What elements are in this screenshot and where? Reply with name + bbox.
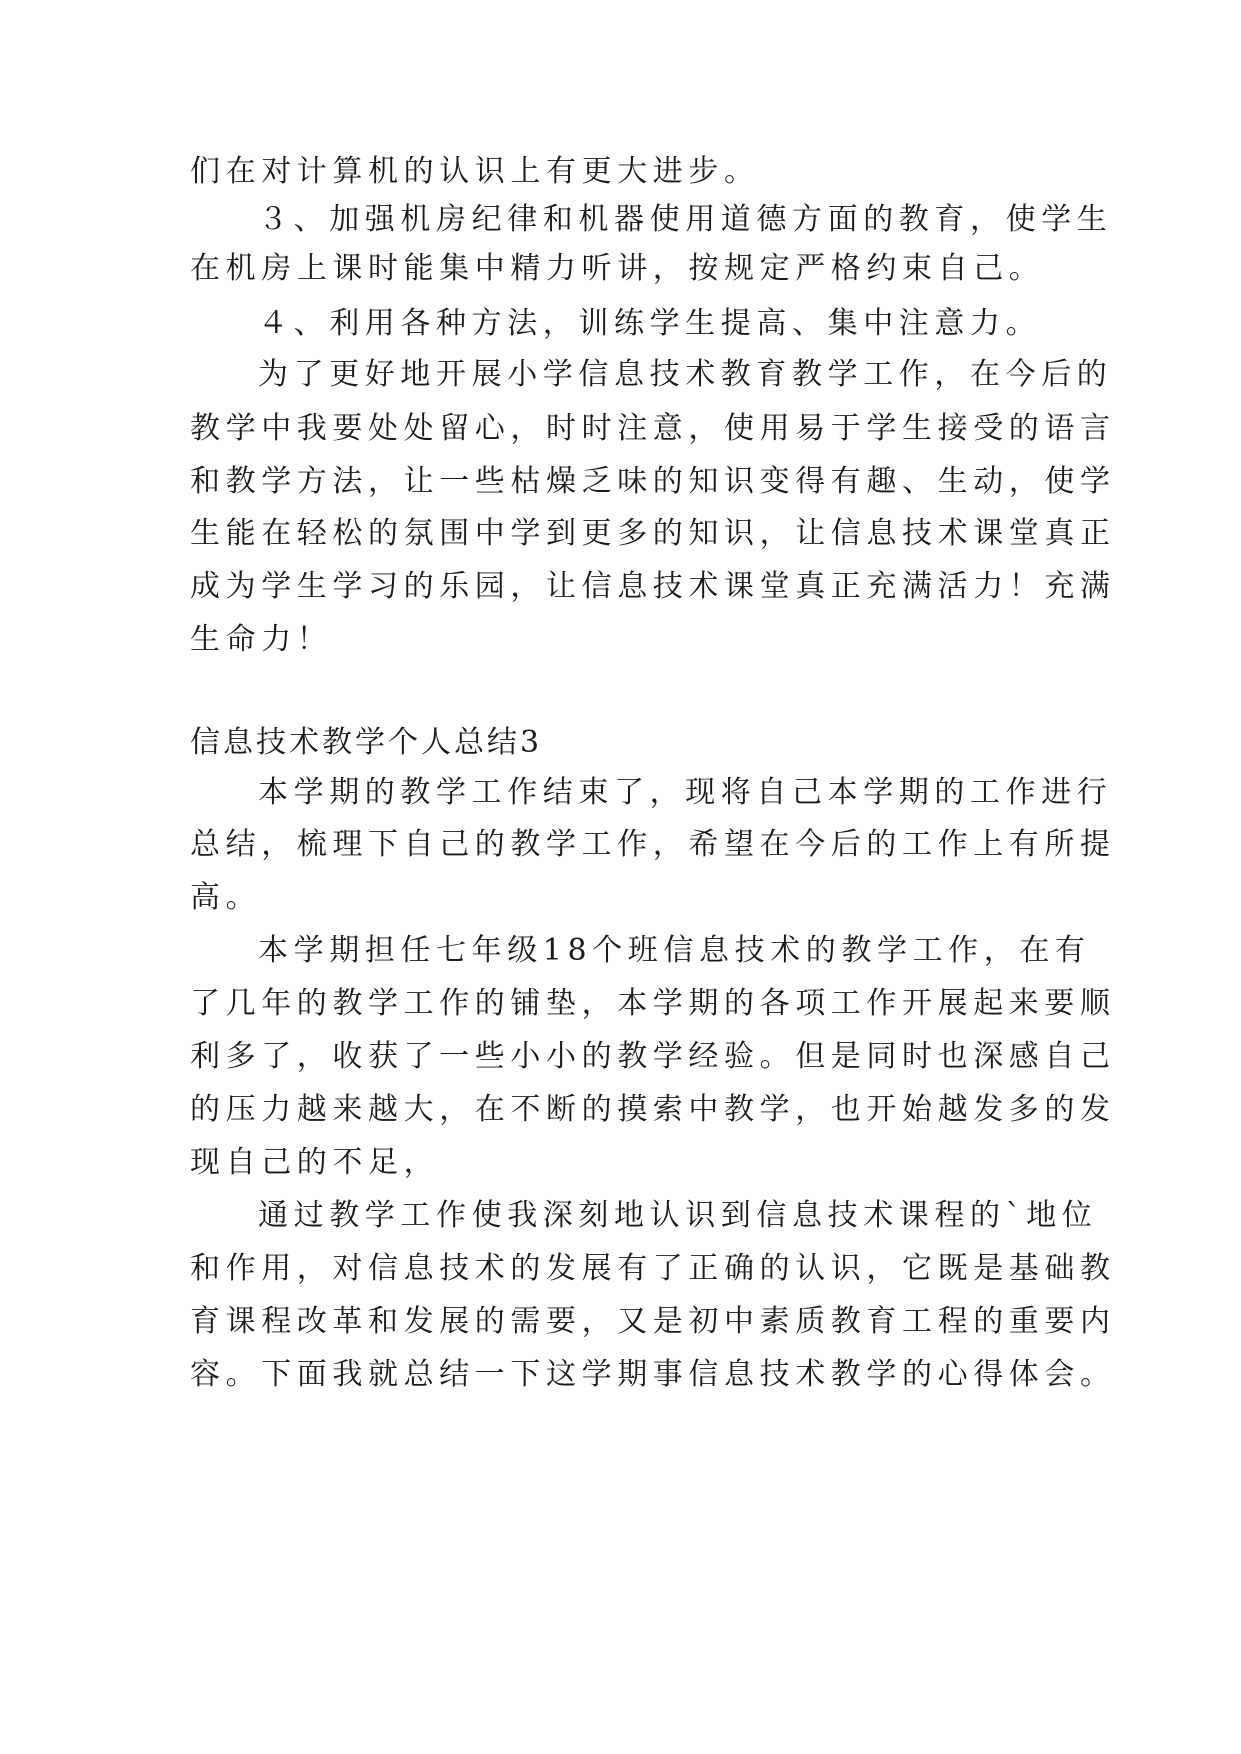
text-line: 们在对计算机的认识上有更大进步。 — [190, 154, 760, 189]
text-line: ３、加强机房纪律和机器使用道德方面的教育，使学生 — [258, 202, 1113, 237]
text-line: 本学期担任七年级18个班信息技术的教学工作，在有 — [258, 933, 1091, 968]
text-line: 利多了，收获了一些小小的教学经验。但是同时也深感自己 — [190, 1039, 1116, 1074]
section-heading: 信息技术教学个人总结3 — [190, 725, 543, 760]
text-line: 通过教学工作使我深刻地认识到信息技术课程的`地位 — [258, 1198, 1098, 1233]
text-line: 为了更好地开展小学信息技术教育教学工作，在今后的 — [258, 357, 1113, 392]
text-line: 在机房上课时能集中精力听讲，按规定严格约束自己。 — [190, 251, 1045, 286]
text-line: 本学期的教学工作结束了，现将自己本学期的工作进行 — [258, 775, 1113, 810]
text-line: 了几年的教学工作的铺垫，本学期的各项工作开展起来要顺 — [190, 986, 1116, 1021]
text-line: ４、利用各种方法，训练学生提高、集中注意力。 — [258, 306, 1042, 341]
text-line: 育课程改革和发展的需要，又是初中素质教育工程的重要内 — [190, 1304, 1116, 1339]
text-line: 生能在轻松的氛围中学到更多的知识，让信息技术课堂真正 — [190, 516, 1116, 551]
text-line: 容。下面我就总结一下这学期事信息技术教学的心得体会。 — [190, 1357, 1116, 1392]
text-line: 生命力！ — [190, 622, 333, 657]
text-line: 总结，梳理下自己的教学工作，希望在今后的工作上有所提 — [190, 827, 1116, 862]
text-line: 和教学方法，让一些枯燥乏味的知识变得有趣、生动，使学 — [190, 464, 1116, 499]
text-line: 现自己的不足， — [190, 1145, 440, 1180]
text-line: 教学中我要处处留心，时时注意，使用易于学生接受的语言 — [190, 411, 1116, 446]
text-line: 的压力越来越大，在不断的摸索中教学，也开始越发多的发 — [190, 1092, 1116, 1127]
text-line: 和作用，对信息技术的发展有了正确的认识，它既是基础教 — [190, 1251, 1116, 1286]
text-line: 成为学生学习的乐园，让信息技术课堂真正充满活力！充满 — [190, 569, 1116, 604]
text-line: 高。 — [190, 880, 262, 915]
